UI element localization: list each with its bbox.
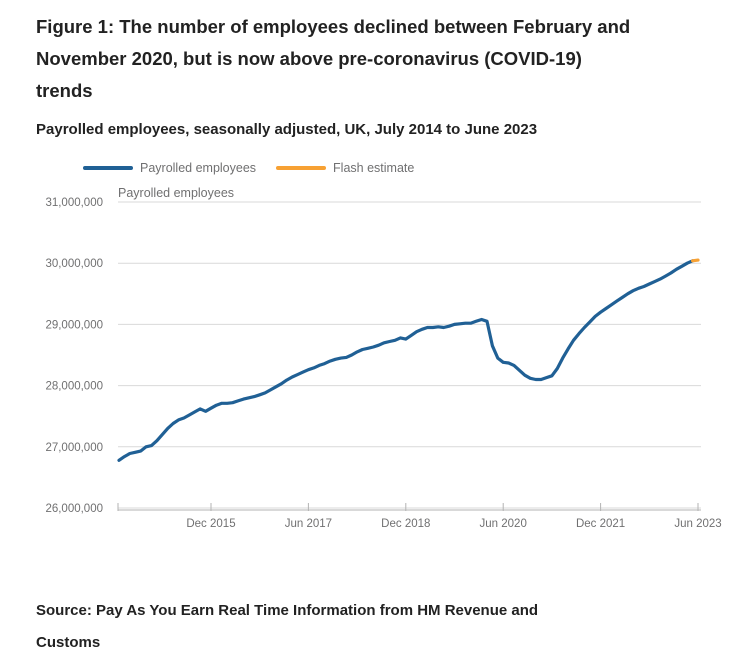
x-tick-label: Dec 2015 bbox=[186, 518, 236, 530]
legend-label-flash-estimate: Flash estimate bbox=[333, 161, 415, 175]
x-tick-label: Jun 2017 bbox=[284, 518, 333, 530]
y-tick-label: 26,000,000 bbox=[45, 503, 103, 515]
figure-title: Figure 1: The number of employees declined between February and November 2020, but is now above pre-coronavirus (COVID-19) trends bbox=[36, 16, 631, 101]
payrolled-employees-line bbox=[119, 261, 693, 461]
x-tick-label: Dec 2021 bbox=[575, 518, 626, 530]
x-tick-label: Dec 2018 bbox=[381, 518, 431, 530]
source-note: Source: Pay As You Earn Real Time Information from HM Revenue and Customs bbox=[36, 602, 539, 651]
x-tick-label: Jun 2023 bbox=[674, 518, 722, 530]
y-tick-label: 30,000,000 bbox=[45, 258, 103, 271]
legend-label-payrolled-employees: Payrolled employees bbox=[140, 161, 257, 175]
flash-estimate-line bbox=[693, 260, 698, 261]
y-tick-label: 28,000,000 bbox=[45, 380, 103, 393]
y-tick-label: 31,000,000 bbox=[45, 197, 103, 209]
x-tick-label: Jun 2020 bbox=[479, 518, 527, 530]
y-tick-label: 29,000,000 bbox=[45, 319, 103, 332]
y-tick-label: 27,000,000 bbox=[45, 441, 103, 454]
figure-subtitle: Payrolled employees, seasonally adjusted, UK, July 2014 to June 2023 bbox=[36, 121, 538, 138]
y-axis-title: Payrolled employees bbox=[118, 186, 235, 200]
